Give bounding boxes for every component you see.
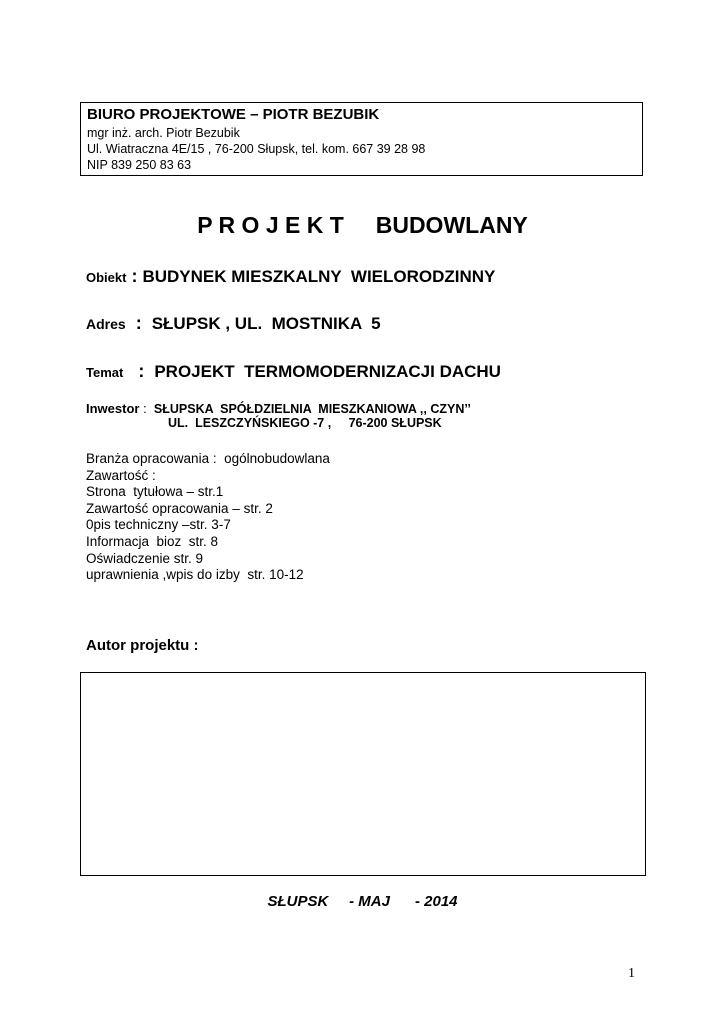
obiekt-value: BUDYNEK MIESZKALNY WIELORODZINNY <box>142 267 496 286</box>
detail-line: Oświadczenie str. 9 <box>86 550 204 566</box>
temat-row <box>86 361 501 382</box>
adres-value: SŁUPSK , UL. MOSTNIKA 5 <box>151 314 381 333</box>
adres-row <box>86 313 381 334</box>
detail-line: 0pis techniczny –str. 3-7 <box>86 517 231 533</box>
detail-line: Informacja bioz str. 8 <box>86 533 219 549</box>
inwestor-colon: : <box>139 401 154 416</box>
author-label: Autor projektu : <box>86 637 199 654</box>
detail-line: Zawartość opracowania – str. 2 <box>86 500 273 516</box>
temat-label: Temat <box>86 365 124 380</box>
detail-line: uprawnienia ,wpis do izby str. 10-12 <box>86 567 304 583</box>
place-date-footer: SŁUPSK - MAJ - 2014 <box>267 893 458 910</box>
detail-line: Branża opracowania : ogólnobudowlana <box>86 451 330 466</box>
detail-line: Strona tytułowa – str.1 <box>86 484 224 500</box>
page-number: 1 <box>628 966 635 981</box>
adres-label: Adres <box>86 316 126 332</box>
signature-box <box>80 672 646 876</box>
office-nip: NIP 839 250 83 63 <box>87 158 192 172</box>
obiekt-row <box>86 266 495 287</box>
office-address: Ul. Wiatraczna 4E/15 , 76-200 Słupsk, tel. kom. 667 39 28 98 <box>87 142 426 156</box>
obiekt-colon: : <box>126 266 143 286</box>
adres-colon: : <box>125 313 152 333</box>
inwestor-name: SŁUPSKA SPÓŁDZIELNIA MIESZKANIOWA ,, CZYN’’ <box>153 402 471 416</box>
obiekt-label: Obiekt <box>86 270 127 285</box>
document-title: P R O J E K T BUDOWLANY <box>197 212 528 238</box>
temat-colon: : <box>123 361 155 381</box>
architect-name: mgr inż. arch. Piotr Bezubik <box>87 126 240 140</box>
temat-value: PROJEKT TERMOMODERNIZACJI DACHU <box>154 362 501 381</box>
inwestor-label: Inwestor <box>86 401 140 416</box>
inwestor-address: UL. LESZCZYŃSKIEGO -7 , 76-200 SŁUPSK <box>168 416 442 430</box>
detail-line: Zawartość : <box>86 467 156 483</box>
office-name: BIURO PROJEKTOWE – PIOTR BEZUBIK <box>87 106 380 123</box>
office-header-box <box>80 102 643 176</box>
document-details <box>86 451 330 584</box>
